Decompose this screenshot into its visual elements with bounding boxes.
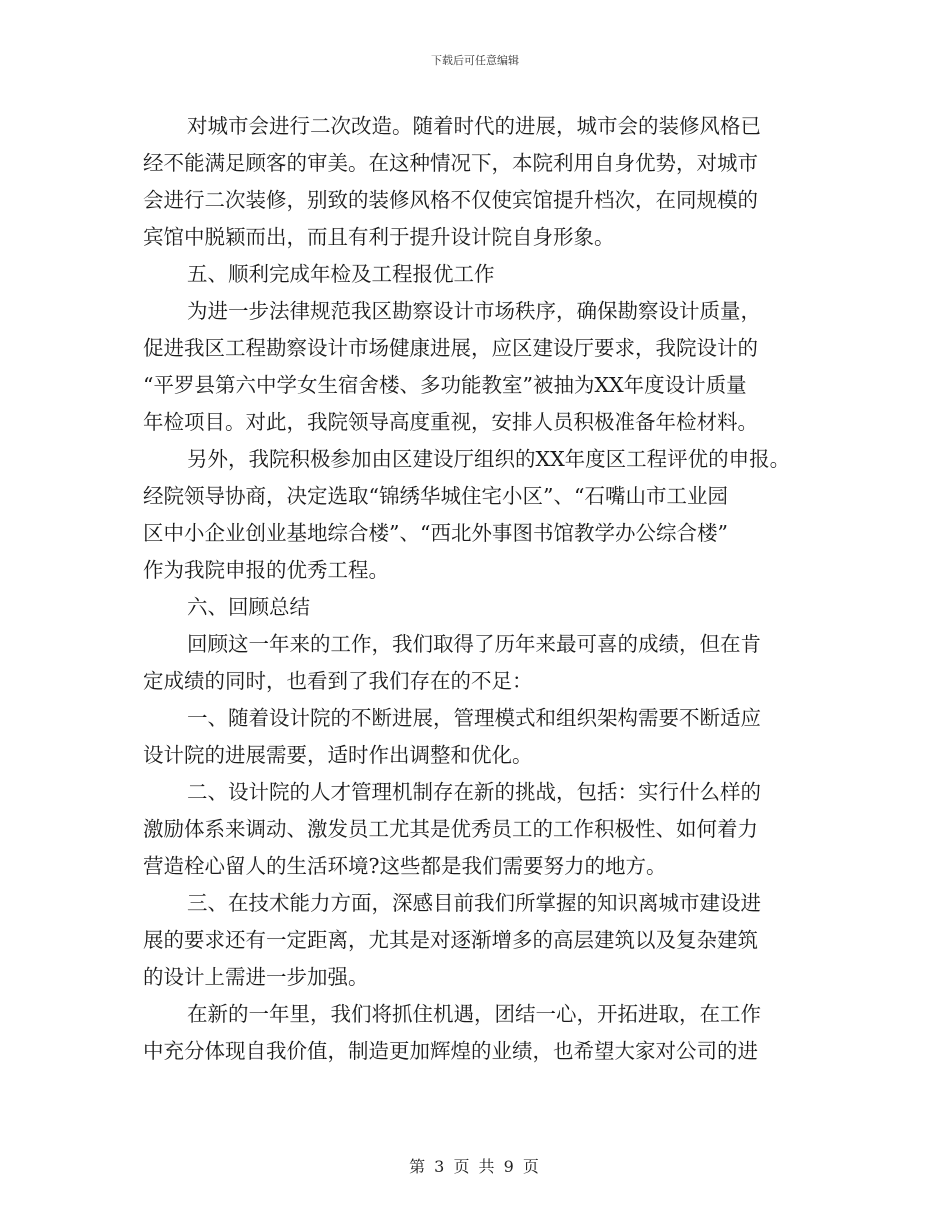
body-line: 激励体系来调动、激发员工尤其是优秀员工的工作积极性、如何着力 (143, 817, 758, 841)
body-line: 促进我区工程勘察设计市场健康进展，应区建设厅要求，我院设计的 (143, 336, 758, 360)
body-line: 回顾这一年来的工作，我们取得了历年来最可喜的成绩，但在肯 (187, 632, 761, 656)
body-line: 为进一步法律规范我区勘察设计市场秩序，确保勘察设计质量， (187, 299, 761, 323)
body-line: 展的要求还有一定距离，尤其是对逐渐增多的高层建筑以及复杂建筑 (143, 928, 758, 952)
body-line: 对城市会进行二次改造。随着时代的进展，城市会的装修风格已 (187, 114, 761, 138)
body-line: 二、设计院的人才管理机制存在新的挑战，包括：实行什么样的 (187, 780, 761, 804)
body-line: “平罗县第六中学女生宿舍楼、多功能教室”被抽为XX年度设计质量 (143, 373, 747, 397)
section-heading: 六、回顾总结 (187, 595, 310, 619)
body-line: 的设计上需进一步加强。 (143, 965, 369, 989)
body-line: 会进行二次装修，别致的装修风格不仅使宾馆提升档次，在同规模的 (143, 188, 758, 212)
body-line: 区中小企业创业基地综合楼”、“西北外事图书馆教学办公综合楼” (143, 521, 728, 545)
body-line: 另外，我院积极参加由区建设厅组织的XX年度区工程评优的申报。 (187, 447, 791, 471)
body-line: 宾馆中脱颖而出，而且有利于提升设计院自身形象。 (143, 225, 615, 249)
body-line: 经不能满足顾客的审美。在这种情况下，本院利用自身优势，对城市 (143, 151, 758, 175)
document-body (143, 108, 823, 1070)
body-line: 三、在技术能力方面，深感目前我们所掌握的知识离城市建设进 (187, 891, 761, 915)
page-header-note: 下载后可任意编辑 (431, 54, 519, 67)
body-line: 经院领导协商，决定选取“锦绣华城住宅小区”、“石嘴山市工业园 (143, 484, 728, 508)
body-line: 定成绩的同时，也看到了我们存在的不足： (143, 669, 533, 693)
body-line: 营造栓心留人的生活环境?这些都是我们需要努力的地方。 (143, 854, 667, 878)
page-number-footer: 第 3 页 共 9 页 (409, 1157, 541, 1176)
section-heading: 五、顺利完成年检及工程报优工作 (187, 262, 495, 286)
body-line: 设计院的进展需要，适时作出调整和优化。 (143, 743, 533, 767)
body-line: 中充分体现自我价值，制造更加辉煌的业绩，也希望大家对公司的进 (143, 1039, 758, 1063)
body-line: 一、随着设计院的不断进展，管理模式和组织架构需要不断适应 (187, 706, 761, 730)
body-line: 作为我院申报的优秀工程。 (143, 558, 389, 582)
body-line: 年检项目。对此，我院领导高度重视，安排人员积极准备年检材料。 (143, 410, 758, 434)
body-line: 在新的一年里，我们将抓住机遇，团结一心，开拓进取，在工作 (187, 1002, 761, 1026)
